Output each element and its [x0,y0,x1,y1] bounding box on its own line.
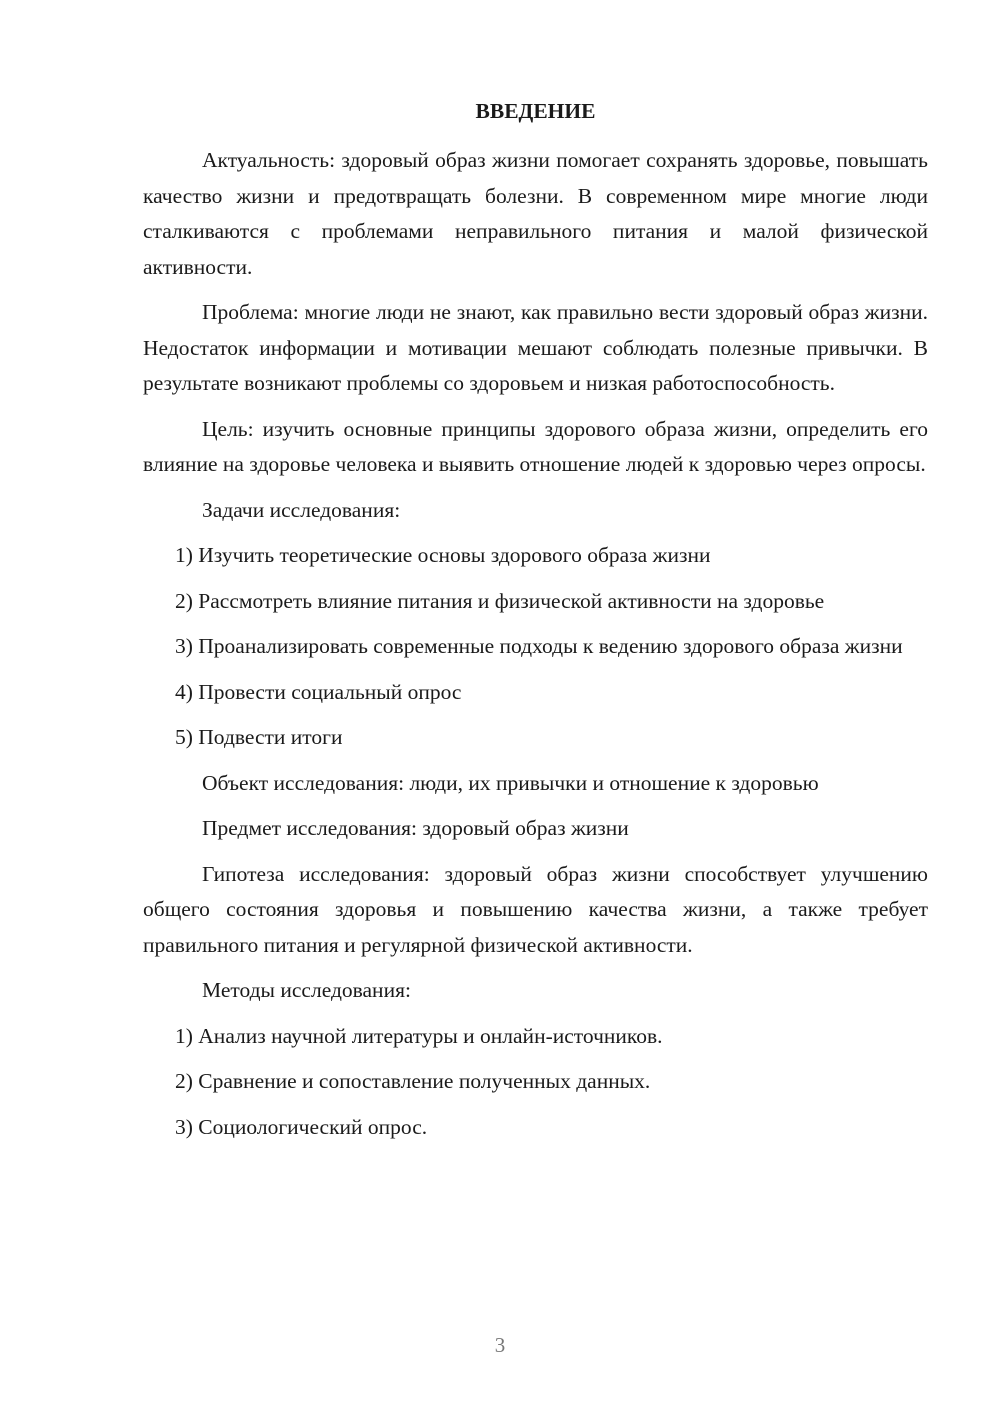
relevance-paragraph: Актуальность: здоровый образ жизни помогает сохранять здоровье, повышать качество жизни и предотвращать болезни. В современном мире многие люди сталкиваются с проблемами неправильного питания и малой физической активности. [143,148,928,279]
method-item: 3) Социологический опрос. [175,1114,428,1139]
tasks-title: Задачи исследования: [202,497,401,522]
methods-title: Методы исследования: [202,978,411,1002]
page-number: 3 [494,1333,506,1357]
task-item: 3) Проанализировать современные подходы к ведению здорового образа жизни [175,634,903,658]
hypothesis-paragraph: Гипотеза исследования: здоровый образ жизни способствует улучшению общего состояния здоровья и повышению качества жизни, а также требует правильного питания и регулярной физической активности. [143,861,928,957]
task-item: 2) Рассмотреть влияние питания и физической активности на здоровье [175,588,825,613]
method-item: 1) Анализ научной литературы и онлайн-источников. [175,1023,663,1048]
task-item: 4) Провести социальный опрос [175,679,462,704]
research-subject: Предмет исследования: здоровый образ жизни [202,816,629,840]
method-item: 2) Сравнение и сопоставление полученных данных. [175,1069,651,1093]
section-heading: ВВЕДЕНИЕ [475,99,596,123]
goal-paragraph: Цель: изучить основные принципы здорового образа жизни, определить его влияние на здоровье человека и выявить отношение людей к здоровью через опросы. [143,416,928,476]
task-item: 1) Изучить теоретические основы здорового образа жизни [175,543,711,567]
problem-paragraph: Проблема: многие люди не знают, как правильно вести здоровый образ жизни. Недостаток информации и мотивации мешают соблюдать полезные привычки. В результате возникают проблемы со здоровьем и низкая работоспособность. [143,300,928,395]
research-object: Объект исследования: люди, их привычки и отношение к здоровью [202,770,819,795]
task-item: 5) Подвести итоги [175,725,343,749]
document-body [143,96,928,1155]
